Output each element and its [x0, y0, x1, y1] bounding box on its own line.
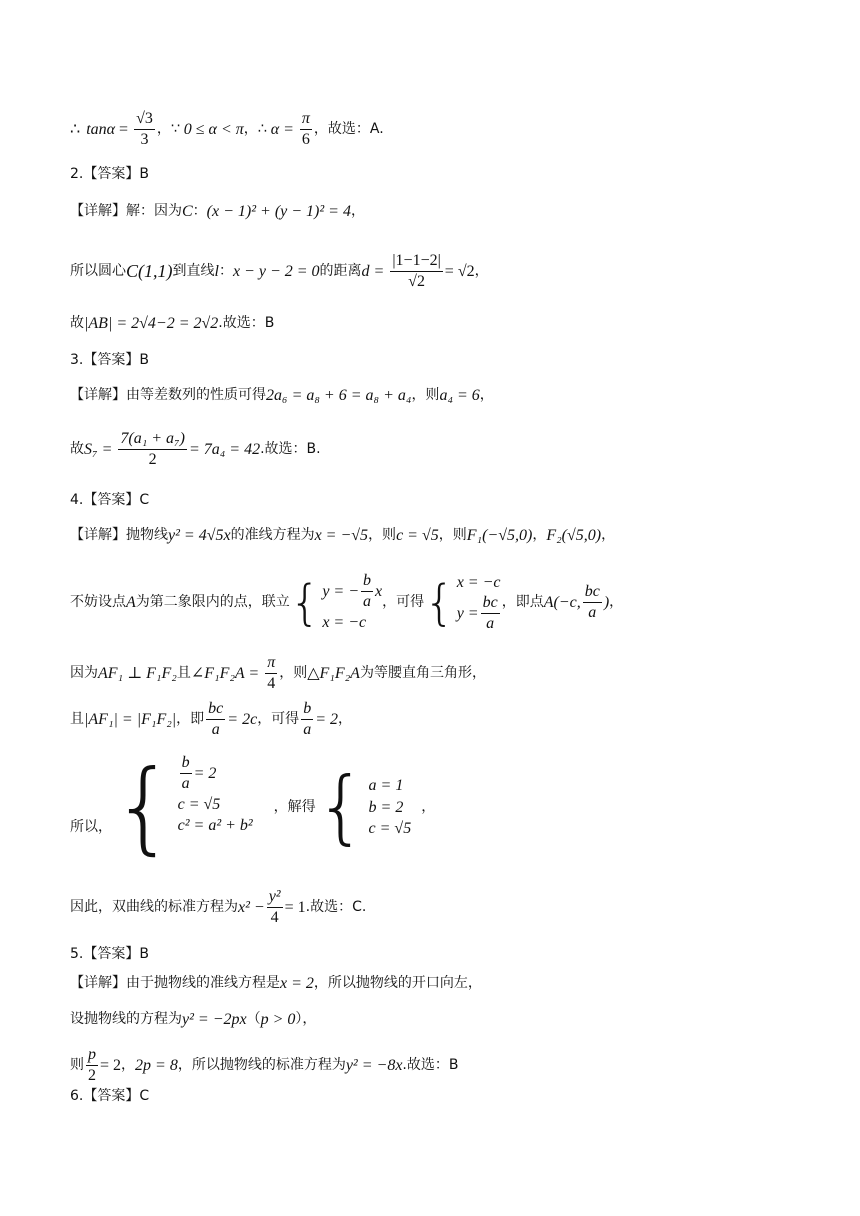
- solution-line-1: [70, 110, 840, 150]
- text-run: 因为: [70, 665, 98, 682]
- math-text: F₁(−√5,0): [466, 527, 533, 544]
- text-run: 故: [70, 315, 84, 332]
- text-run: 因此，双曲线的标准方程为: [70, 899, 238, 916]
- q4-line-5: [70, 748, 840, 866]
- q2-line-2: [70, 252, 840, 292]
- fraction-denominator: √2: [408, 273, 425, 291]
- fraction-denominator: 6: [301, 131, 310, 149]
- math-text: p > 0: [260, 1011, 296, 1028]
- fraction: [265, 654, 277, 694]
- text-run: ，: [421, 799, 436, 816]
- math-text: y² = 4√5x: [168, 527, 231, 544]
- left-brace: {: [424, 574, 455, 631]
- math-text: = 1: [284, 899, 306, 917]
- math-text: A(−c,: [543, 594, 581, 612]
- math-text: tanα: [86, 121, 116, 139]
- math-text: α =: [270, 121, 294, 139]
- fraction: [301, 700, 313, 740]
- math-text: = 2: [100, 1057, 122, 1075]
- text-run: ，∴: [243, 121, 267, 138]
- fraction: [267, 888, 283, 928]
- answer-heading-5: 5.【答案】B: [70, 946, 149, 962]
- fraction: [118, 430, 187, 470]
- q4-line-4: [70, 700, 840, 740]
- q3-line-1: [70, 386, 840, 405]
- text-run: ，所以抛物线的开口向左，: [313, 975, 482, 992]
- text-run: ，解得: [273, 799, 316, 816]
- fraction: [583, 583, 602, 623]
- fraction-numerator: bc: [206, 700, 225, 720]
- math-text: = 2c: [227, 711, 258, 729]
- fraction: [206, 700, 225, 740]
- math-text: x = −√5: [314, 527, 369, 544]
- math-text: ): [603, 594, 610, 612]
- fraction: [361, 572, 373, 612]
- math-text: y =: [456, 604, 479, 622]
- text-run: 的距离: [319, 263, 362, 280]
- fraction-numerator: p: [86, 1046, 98, 1066]
- math-text: d =: [361, 263, 385, 281]
- math-text: 2a₆ = a₈ + 6 = a₈ + a₄: [266, 387, 412, 404]
- fraction-numerator: bc: [583, 583, 602, 603]
- answer-heading-2: 2.【答案】B: [70, 166, 149, 182]
- math-text: |AB| = 2√4−2 = 2√2: [84, 315, 219, 332]
- math-text: x = −c: [322, 613, 367, 631]
- q2-line-1: [70, 202, 840, 221]
- math-text: (x − 1)² + (y − 1)² = 4: [206, 203, 351, 220]
- text-run: ：: [218, 263, 233, 280]
- math-text: x² −: [238, 899, 265, 917]
- text-run: （: [246, 1011, 261, 1028]
- q2-line-3: [70, 314, 840, 333]
- text-run: 则: [70, 1057, 84, 1074]
- text-run: ，则: [411, 387, 440, 404]
- math-text: x − y − 2 = 0: [232, 263, 320, 281]
- text-run: ，可得: [257, 711, 300, 728]
- text-run: 不妨设点: [70, 594, 126, 611]
- fraction-numerator: b: [361, 572, 373, 592]
- math-text: S₇ =: [84, 441, 113, 459]
- math-text: y² = −8x: [345, 1057, 403, 1075]
- math-text: a₄ = 6: [439, 387, 480, 404]
- equation-system: [369, 775, 412, 840]
- text-run: ，: [601, 527, 616, 544]
- left-brace: {: [289, 574, 321, 631]
- text-run: 且: [176, 665, 191, 682]
- text-run: 为第二象限内的点，联立: [135, 594, 290, 611]
- text-run: 【详解】解：因为: [70, 203, 182, 220]
- text-run: ，则: [368, 527, 397, 544]
- text-run: .故选：C.: [305, 899, 367, 916]
- answer-heading-3: 3.【答案】B: [70, 352, 149, 368]
- math-text: C(1,1): [126, 261, 173, 282]
- math-text: l: [214, 263, 219, 281]
- text-run: ，: [532, 527, 547, 544]
- fraction-denominator: 4: [270, 909, 279, 927]
- math-text: =: [119, 121, 129, 139]
- text-run: ，: [350, 203, 365, 220]
- text-run: ：: [192, 203, 207, 220]
- math-text: △F₁F₂A: [307, 665, 360, 683]
- text-run: .故选：B.: [260, 441, 321, 458]
- fraction-denominator: a: [211, 721, 220, 739]
- therefore-symbol: ∴: [70, 121, 81, 139]
- fraction: [390, 252, 442, 292]
- fraction-denominator: a: [181, 775, 190, 793]
- math-text: a = 1: [368, 777, 404, 795]
- q4-line-2: [70, 572, 840, 633]
- text-run: ，则: [438, 527, 467, 544]
- answer-heading-6: 6.【答案】C: [70, 1088, 150, 1104]
- text-run: ，可得: [382, 594, 425, 611]
- math-text: x = 2: [280, 975, 314, 992]
- fraction-denominator: 2: [148, 451, 157, 469]
- q4-line-1: [70, 526, 840, 545]
- fraction: [134, 110, 155, 150]
- text-run: 【详解】抛物线: [70, 527, 168, 544]
- text-run: 所以圆心: [70, 263, 126, 280]
- answer-heading-4: 4.【答案】C: [70, 492, 150, 508]
- text-run: 的准线方程为: [230, 527, 315, 544]
- math-text: c = √5: [368, 820, 412, 838]
- text-run: ，: [609, 594, 624, 611]
- text-run: 故: [70, 441, 84, 458]
- fraction: [300, 110, 312, 150]
- math-text: A: [126, 594, 136, 612]
- text-run: .故选：B: [402, 1057, 459, 1074]
- equation-system: [322, 572, 382, 633]
- text-run: 且: [70, 711, 84, 728]
- text-run: ，: [121, 1057, 136, 1074]
- fraction-denominator: 3: [140, 131, 149, 149]
- text-run: 设抛物线的方程为: [70, 1011, 182, 1028]
- math-text: = √2: [444, 263, 475, 281]
- left-brace: {: [315, 760, 367, 854]
- text-run: ，即点: [501, 594, 544, 611]
- text-run: 所以，: [70, 819, 112, 836]
- math-text: c = √5: [396, 527, 439, 544]
- q4-line-3: [70, 654, 840, 694]
- math-text: c = √5: [177, 795, 221, 813]
- text-run: ，∵: [156, 121, 180, 138]
- text-run: ，: [479, 387, 494, 404]
- text-run: 【详解】由于抛物线的准线方程是: [70, 975, 280, 992]
- math-text: b = 2: [368, 798, 404, 816]
- equation-system: [457, 572, 502, 633]
- q5-line-2: [70, 1010, 840, 1029]
- math-text: F₂(√5,0): [546, 527, 602, 544]
- fraction: [481, 594, 500, 634]
- q4-line-6: [70, 888, 840, 928]
- fraction: [180, 754, 192, 794]
- text-run: ，所以抛物线的标准方程为: [177, 1057, 346, 1074]
- text-run: .故选：B: [218, 315, 275, 332]
- math-text: = 2: [315, 711, 338, 729]
- fraction-numerator: bc: [481, 594, 500, 614]
- math-text: y² = −2px: [182, 1011, 247, 1028]
- text-run: ，: [474, 263, 489, 280]
- fraction-numerator: y²: [267, 888, 283, 908]
- math-text: y = −: [322, 583, 360, 601]
- math-text: x: [375, 583, 383, 601]
- q5-line-3: [70, 1046, 840, 1086]
- text-run: ，故选：A.: [313, 121, 384, 138]
- math-text: x = −c: [456, 574, 501, 591]
- text-run: ），: [295, 1011, 317, 1028]
- fraction-numerator: √3: [134, 110, 155, 130]
- math-text: = 2: [193, 765, 217, 783]
- fraction-numerator: b: [301, 700, 313, 720]
- text-run: 为等腰直角三角形，: [359, 665, 486, 682]
- fraction-denominator: 4: [267, 675, 276, 693]
- q3-line-2: [70, 430, 840, 470]
- math-text: 2p = 8: [135, 1057, 178, 1075]
- math-text: |AF₁| = |F₁F₂|: [84, 711, 177, 729]
- math-text: c² = a² + b²: [177, 817, 253, 835]
- text-run: 到直线: [172, 263, 215, 280]
- math-text: C: [182, 203, 193, 220]
- equation-system: [178, 754, 264, 861]
- text-run: ，则: [279, 665, 308, 682]
- left-brace: {: [112, 748, 176, 866]
- text-run: 【详解】由等差数列的性质可得: [70, 387, 266, 404]
- fraction-numerator: π: [300, 110, 312, 130]
- text-run: ，即: [176, 711, 205, 728]
- text-run: ，: [337, 711, 352, 728]
- fraction-denominator: 2: [88, 1067, 96, 1085]
- fraction: [86, 1046, 98, 1086]
- fraction-numerator: 7(a₁ + a₇): [118, 430, 187, 450]
- q5-line-1: [70, 974, 840, 993]
- math-text: AF₁ ⊥ F₁F₂: [98, 665, 177, 683]
- fraction-numerator: b: [180, 754, 192, 774]
- fraction-numerator: π: [265, 654, 277, 674]
- math-text: 0 ≤ α < π: [183, 121, 244, 139]
- fraction-denominator: a: [588, 604, 597, 622]
- math-text: = 7a₄ = 42: [188, 441, 261, 459]
- fraction-denominator: a: [486, 614, 495, 632]
- fraction-denominator: a: [363, 593, 372, 611]
- fraction-denominator: a: [303, 721, 312, 739]
- math-text: ∠F₁F₂A =: [190, 665, 260, 683]
- fraction-numerator: |1−1−2|: [390, 252, 442, 272]
